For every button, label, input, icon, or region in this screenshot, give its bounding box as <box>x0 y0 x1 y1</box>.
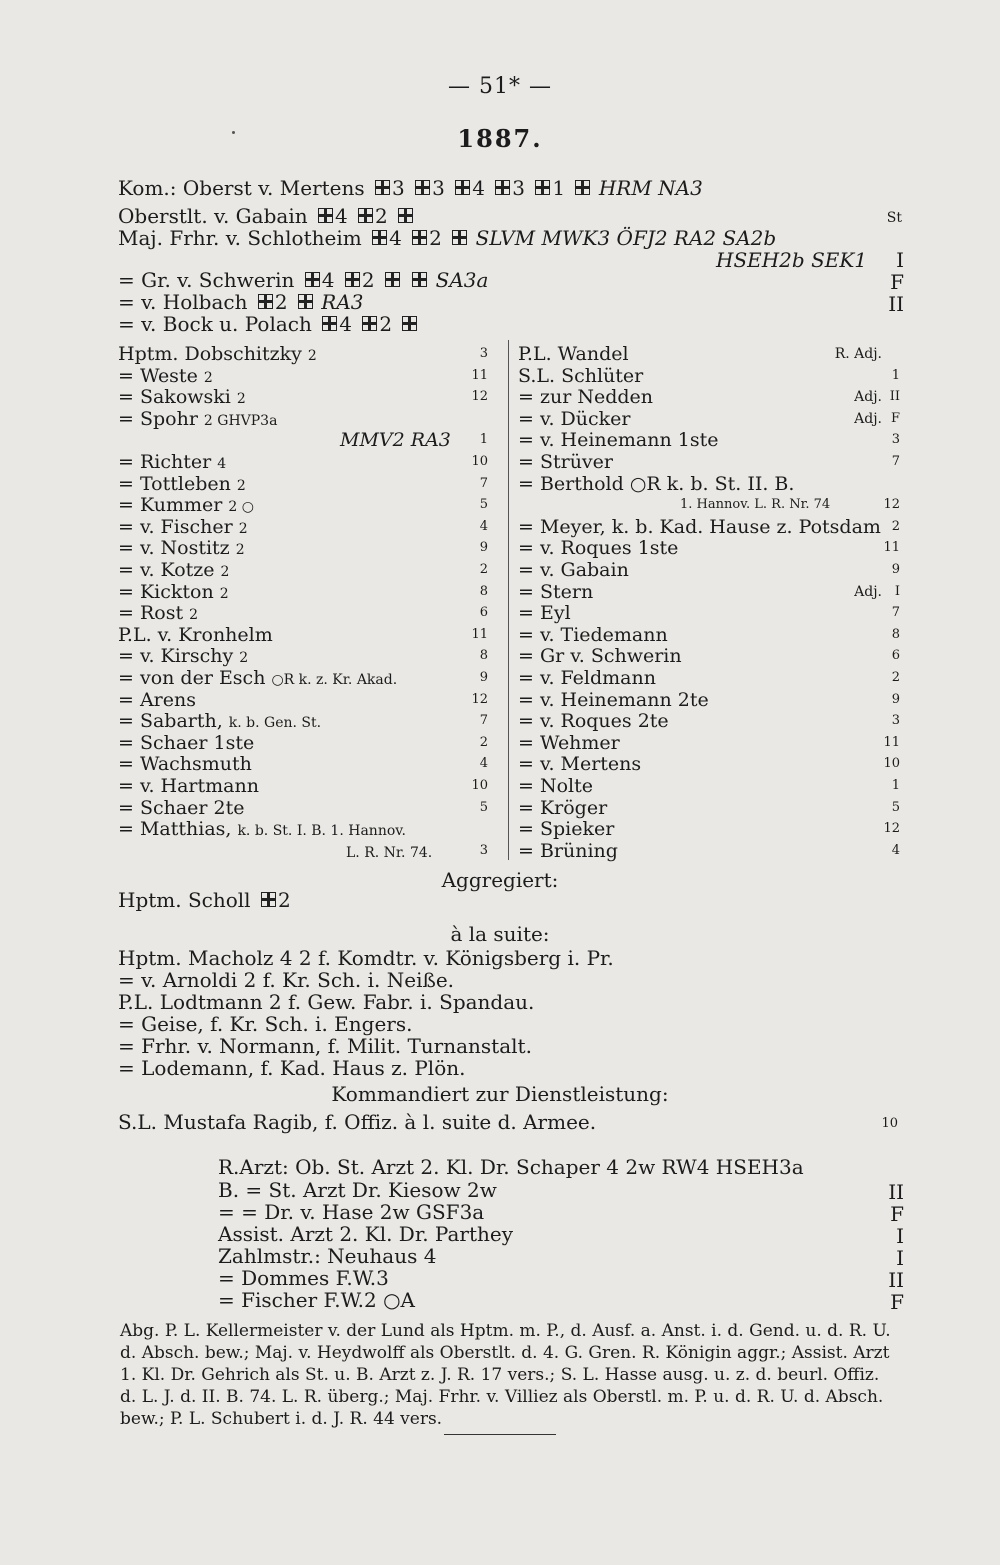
right-column-row <box>518 644 682 668</box>
decoration-text: 2 GHVP3a <box>203 412 278 429</box>
officer-name: S.L. Schlüter <box>518 364 644 387</box>
right-column-row <box>518 774 593 798</box>
unit-mark: I <box>896 248 904 272</box>
unit-number: 3 <box>891 432 900 448</box>
iron-cross-icon <box>385 272 400 287</box>
column-divider <box>508 340 509 860</box>
suite-line: P.L. Lodtmann 2 f. Gew. Fabr. i. Spandau. <box>118 990 535 1014</box>
officer-line: = Gr. v. Schwerin 4 2 SA3a <box>118 268 489 292</box>
officer-name: P.L. Wandel <box>518 343 629 365</box>
unit-number: 12 <box>883 497 900 513</box>
officer-name: = Gr. v. Schwerin <box>118 268 295 292</box>
officer-name: = v. Fischer <box>118 515 233 538</box>
iron-cross-icon <box>452 230 467 245</box>
right-column-row <box>518 580 593 604</box>
unit-number: 6 <box>891 648 900 664</box>
decoration-text: 2 <box>203 369 213 386</box>
officer-name: = Kickton <box>118 580 214 603</box>
iron-cross-icon <box>318 208 333 223</box>
unit-number: 3 <box>891 713 900 729</box>
page-number: — 51* — <box>448 74 552 99</box>
officer-name: = v. Dücker <box>518 407 631 430</box>
major-name: Maj. Frhr. v. Schlotheim <box>118 226 362 250</box>
decoration-text: SLVM MWK3 ÖFJ2 RA2 SA2b <box>475 226 777 250</box>
officer-name: = zur Nedden <box>518 386 654 409</box>
unit-number: 12 <box>883 821 900 837</box>
unit-number: 8 <box>479 583 488 599</box>
commander-line: Kom.: Oberst v. Mertens 3 3 4 3 1 HRM NA3 <box>118 176 703 200</box>
commander-name: Kom.: Oberst v. Mertens <box>118 176 365 200</box>
suite-line: = v. Arnoldi 2 f. Kr. Sch. i. Neiße. <box>118 968 455 992</box>
officer-name: = Spohr <box>118 407 198 430</box>
iron-cross-icon <box>258 294 273 309</box>
officer-line: = v. Holbach 2 RA3 <box>118 290 364 314</box>
decoration-text: 2 <box>220 564 230 580</box>
officer-name: = Brüning <box>518 839 618 862</box>
unit-mark: F <box>890 1290 904 1314</box>
officer-name: = Rost <box>118 602 184 625</box>
unit-number: 8 <box>479 648 488 664</box>
officer-name: = Gr v. Schwerin <box>518 645 682 668</box>
unit-mark: I <box>896 1246 904 1270</box>
officer-name: = v. Hartmann <box>118 775 259 797</box>
medical-line: = = Dr. v. Hase 2w GSF3a <box>218 1200 485 1224</box>
unit-number: 2 <box>891 670 900 685</box>
decoration-text: 2 <box>238 520 248 537</box>
year-heading: 1887. <box>457 124 543 153</box>
decoration-text: 2 <box>239 650 249 667</box>
officer-name: = Weste <box>118 364 198 387</box>
officer-name: = Schaer 2te <box>118 796 245 819</box>
left-column-row <box>340 428 457 454</box>
unit-number: 2 <box>479 734 488 750</box>
medical-line: = Fischer F.W.2 ○A <box>218 1288 416 1312</box>
decoration-text: 2 <box>189 607 199 624</box>
right-column-row <box>680 493 830 517</box>
right-column-row <box>518 817 614 841</box>
iron-cross-icon <box>402 316 417 331</box>
right-column-row <box>518 450 613 474</box>
deputy-name: Oberstlt. v. Gabain <box>118 204 308 228</box>
unit-number: 3 <box>479 842 488 858</box>
right-column-row <box>518 515 881 539</box>
officer-name: = v. Heinemann 1ste <box>518 429 719 452</box>
right-column-row <box>518 796 607 820</box>
unit-number: 9 <box>891 691 900 707</box>
officer-name: P.L. v. Kronhelm <box>118 623 273 646</box>
officer-name: = Matthias, <box>118 818 232 841</box>
officer-line: = v. Bock u. Polach 4 2 <box>118 312 419 336</box>
decoration-text: k. b. Gen. St. <box>228 715 322 732</box>
unit-number: 7 <box>891 454 900 469</box>
iron-cross-icon <box>362 316 377 331</box>
unit-number: 11 <box>883 734 900 750</box>
deputy-commander-line: Oberstlt. v. Gabain 4 2 <box>118 204 415 228</box>
unit-number: 5 <box>891 799 900 815</box>
unit-mark: F <box>890 1202 904 1226</box>
right-column-row <box>518 709 669 733</box>
right-column-row <box>518 385 653 409</box>
right-column-row <box>518 407 630 431</box>
iron-cross-icon <box>358 208 373 223</box>
right-column-row <box>518 731 620 755</box>
officer-name: 1. Hannov. L. R. Nr. 74 <box>680 497 831 513</box>
iron-cross-icon <box>375 180 390 195</box>
unit-number: 10 <box>881 1116 898 1131</box>
officer-name: = Richter <box>118 451 212 473</box>
officer-name: = von der Esch <box>118 667 266 689</box>
officer-name: Hptm. Dobschitzky <box>118 343 302 365</box>
role-note: Adj. <box>854 389 882 406</box>
unit-mark: St <box>886 210 902 226</box>
officer-name: = Stern <box>518 580 594 603</box>
unit-number: 11 <box>883 540 900 556</box>
officer-name: = Strüver <box>518 451 613 473</box>
iron-cross-icon <box>415 180 430 195</box>
decoration-text: RA3 <box>321 290 364 314</box>
kommandiert-heading: Kommandiert zur Dienstleistung: <box>331 1082 669 1106</box>
decoration-text: HRM NA3 <box>598 176 703 200</box>
left-column-row <box>340 839 432 865</box>
unit-number: 1 <box>479 432 488 448</box>
officer-name: = v. Mertens <box>518 753 642 776</box>
major-line: Maj. Frhr. v. Schlotheim 4 2 SLVM MWK3 ÖFJ2 RA2 SA2b <box>118 226 777 250</box>
unit-number: 12 <box>471 389 488 405</box>
officer-name: = v. Roques 1ste <box>518 537 679 560</box>
role-note: Adj. <box>854 410 882 427</box>
medical-line: Zahlmstr.: Neuhaus 4 <box>218 1244 437 1268</box>
officer-name: = Schaer 1ste <box>118 731 255 754</box>
unit-number: 2 <box>891 518 900 534</box>
unit-number: 2 <box>479 562 488 577</box>
officer-name: = v. Tiedemann <box>518 623 668 646</box>
iron-cross-icon <box>372 230 387 245</box>
unit-number: 7 <box>479 713 488 729</box>
role-note: R. Adj. <box>834 346 882 362</box>
decoration-text: 2 <box>236 477 246 494</box>
unit-number: 9 <box>479 540 488 556</box>
right-column-row <box>518 342 629 366</box>
unit-number: F <box>890 410 900 426</box>
unit-number: 5 <box>479 799 488 815</box>
unit-number: I <box>894 583 900 599</box>
officer-name: MMV2 RA3 <box>340 429 451 452</box>
right-column-row <box>518 688 709 712</box>
officer-name: = Tottleben <box>118 472 231 495</box>
officer-name: = Sabarth, <box>118 710 223 733</box>
medical-line: = Dommes F.W.3 <box>218 1266 389 1290</box>
unit-mark: I <box>896 1224 904 1248</box>
unit-number: 8 <box>891 626 900 642</box>
right-column-row <box>518 536 678 560</box>
right-column-row <box>518 364 643 388</box>
unit-number: 10 <box>471 778 488 793</box>
right-column-row <box>518 623 668 647</box>
officer-name: = Meyer, k. b. Kad. Hause z. Potsdam <box>518 515 881 538</box>
officer-name: = Sakowski <box>118 386 231 409</box>
iron-cross-icon <box>455 180 470 195</box>
officer-name: = v. Roques 2te <box>518 710 669 733</box>
medical-line: Assist. Arzt 2. Kl. Dr. Parthey <box>218 1222 514 1246</box>
decoration-text: L. R. Nr. 74. <box>346 844 433 861</box>
decoration-text: 2 <box>236 391 246 408</box>
scholl-line: Hptm. Scholl 2 <box>118 888 291 912</box>
iron-cross-icon <box>412 230 427 245</box>
mustafa-line: S.L. Mustafa Ragib, f. Offiz. à l. suite d. Armee. <box>118 1110 597 1134</box>
right-column-row <box>518 558 629 582</box>
a-la-suite-heading: à la suite: <box>450 922 550 946</box>
officer-name: = v. Bock u. Polach <box>118 312 312 336</box>
unit-number: 12 <box>471 691 488 707</box>
officer-name: = Berthold ○R k. b. St. II. B. <box>518 472 795 495</box>
unit-number: 10 <box>883 756 900 772</box>
iron-cross-icon <box>535 180 550 195</box>
decoration-text: 4 <box>217 456 227 472</box>
left-column-row <box>118 407 277 433</box>
decoration-text: 2 <box>307 348 317 364</box>
role-note: Adj. <box>854 583 882 600</box>
officer-name: = Spieker <box>518 818 615 841</box>
unit-number: II <box>889 389 900 405</box>
medical-line: B. = St. Arzt Dr. Kiesow 2w <box>218 1178 497 1202</box>
right-column-row <box>518 839 618 863</box>
unit-number: 4 <box>891 842 900 858</box>
iron-cross-icon <box>345 272 360 287</box>
officer-name: = v. Gabain <box>518 559 629 581</box>
unit-number: 3 <box>479 346 488 361</box>
officer-name: = v. Kirschy <box>118 645 234 668</box>
decoration-continuation: HSEH2b SEK1 <box>716 248 868 272</box>
unit-mark: II <box>888 1180 904 1204</box>
iron-cross-icon <box>412 272 427 287</box>
unit-number: 9 <box>891 562 900 577</box>
unit-number: 4 <box>479 518 488 534</box>
officer-name: = v. Kotze <box>118 559 215 581</box>
unit-number: 11 <box>471 367 488 383</box>
iron-cross-icon <box>575 180 590 195</box>
officer-name: = Nolte <box>518 775 593 797</box>
iron-cross-icon <box>261 892 276 907</box>
unit-number: 1 <box>891 778 900 793</box>
unit-number: 6 <box>479 605 488 621</box>
officer-name: Hptm. Scholl <box>118 888 251 912</box>
officer-name: = Eyl <box>518 602 571 625</box>
right-column-row <box>518 472 794 496</box>
decoration-text: ○R k. z. Kr. Akad. <box>271 672 398 688</box>
suite-line: = Geise, f. Kr. Sch. i. Engers. <box>118 1012 413 1036</box>
officer-name: = v. Holbach <box>118 290 248 314</box>
right-column-row <box>518 666 656 690</box>
decoration-text: k. b. St. I. B. 1. Hannov. <box>237 823 406 840</box>
decoration-text: SA3a <box>435 268 489 292</box>
unit-number: 11 <box>471 626 488 642</box>
iron-cross-icon <box>495 180 510 195</box>
iron-cross-icon <box>298 294 313 309</box>
unit-number: 7 <box>891 605 900 621</box>
iron-cross-icon <box>322 316 337 331</box>
departures-paragraph: Abg. P. L. Kellermeister v. der Lund als Hptm. m. P., d. Ausf. a. Anst. i. d. Gend. u. d. R. U. d. Absch. bew.; Maj. v. Heydwolff als Oberstlt. d. 4. G. Gren. R. Königin aggr.; Assist. Arzt 1. Kl. Dr. Gehrich als St. u. B. Arzt z. J. R. 17 vers.; S. L. Hasse ausg. u. z. d. beurl. Offiz. d. L. J. d. II. B. 74. L. R. überg.; Maj. Frhr. v. Villiez als Oberstl. m. P. u. d. R. U. d. Absch. bew.; P. L. Schubert i. d. J. R. 44 vers. <box>120 1321 891 1429</box>
officer-name: = Kummer <box>118 494 223 517</box>
right-column-row <box>518 752 641 776</box>
decoration-text: 2 <box>219 585 229 602</box>
iron-cross-icon <box>398 208 413 223</box>
unit-mark: F <box>890 270 904 294</box>
unit-number: 5 <box>479 497 488 513</box>
officer-name: = v. Nostitz <box>118 537 230 560</box>
officer-name: = Wehmer <box>518 731 620 754</box>
decoration-text: 2 ○ <box>228 499 254 516</box>
officer-name: = Arens <box>118 688 196 711</box>
unit-number: 10 <box>471 454 488 469</box>
decoration-text: 2 <box>235 542 245 559</box>
suite-line: = Frhr. v. Normann, f. Milit. Turnanstalt. <box>118 1034 532 1058</box>
bottom-rule <box>444 1434 556 1435</box>
unit-mark: II <box>888 292 904 316</box>
officer-name: = v. Feldmann <box>518 667 656 689</box>
officer-name: = Wachsmuth <box>118 753 252 776</box>
unit-number: 9 <box>479 670 488 685</box>
right-column-row <box>518 601 571 625</box>
unit-number: 4 <box>479 756 488 772</box>
officer-name: = Kröger <box>518 796 608 819</box>
medical-line: R.Arzt: Ob. St. Arzt 2. Kl. Dr. Schaper 4 2w RW4 HSEH3a <box>218 1155 804 1179</box>
unit-number: 7 <box>479 475 488 491</box>
suite-line: Hptm. Macholz 4 2 f. Komdtr. v. Königsberg i. Pr. <box>118 946 614 970</box>
right-column-row <box>518 428 718 452</box>
iron-cross-icon <box>305 272 320 287</box>
unit-number: 1 <box>891 367 900 383</box>
aggregiert-heading: Aggregiert: <box>441 868 559 892</box>
unit-mark: II <box>888 1268 904 1292</box>
officer-name: = v. Heinemann 2te <box>518 688 709 711</box>
suite-line: = Lodemann, f. Kad. Haus z. Plön. <box>118 1056 466 1080</box>
